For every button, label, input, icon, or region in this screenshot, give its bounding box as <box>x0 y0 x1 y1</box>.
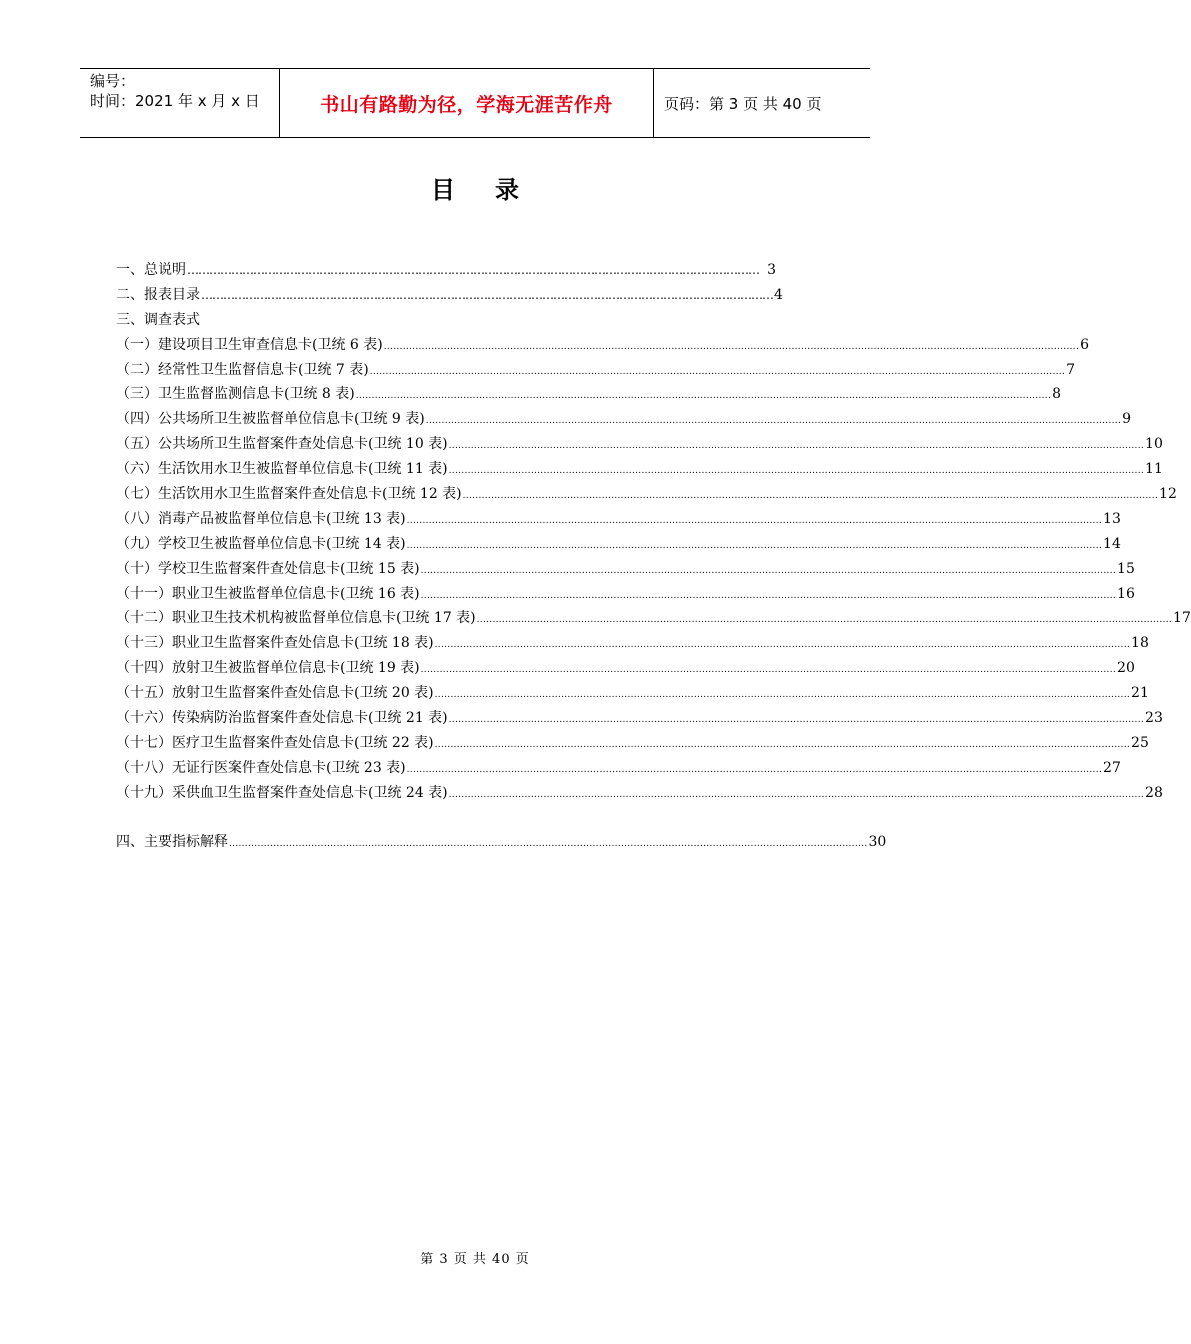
dot-leader: ............................................................................................................................................................................................................................ <box>369 366 1066 377</box>
toc-entry-page: 12 <box>1159 486 1177 503</box>
toc-entry-label: （十八）无证行医案件查处信息卡(卫统 23 表) <box>116 759 406 776</box>
toc-entry[interactable] <box>116 732 1149 757</box>
toc-entry-page: 17 <box>1173 610 1191 627</box>
table-of-contents <box>116 259 1191 856</box>
toc-entry-label: 二、报表目录 <box>116 286 200 303</box>
toc-entry-label: （四）公共场所卫生被监督单位信息卡(卫统 9 表) <box>116 411 425 428</box>
toc-entry-label: （十九）采供血卫生监督案件查处信息卡(卫统 24 表) <box>116 784 448 801</box>
toc-entry-page: 18 <box>1131 635 1149 652</box>
toc-entry[interactable] <box>116 458 1163 483</box>
toc-entry[interactable] <box>116 583 1135 608</box>
toc-entry-page: 20 <box>1117 660 1135 677</box>
document-time-label: 时间：2021 年 x 月 x 日 <box>90 92 260 110</box>
toc-entry-page: 3 <box>767 262 776 278</box>
toc-entry-page: 28 <box>1145 784 1163 801</box>
toc-entry-page: 15 <box>1117 560 1135 577</box>
dot-leader: ............................................................................................................................................................................................................................ <box>420 590 1117 601</box>
toc-form-list <box>116 334 1191 807</box>
toc-entry-label: （七）生活饮用水卫生监督案件查处信息卡(卫统 12 表) <box>116 486 462 503</box>
toc-entry[interactable] <box>116 408 1132 433</box>
page-footer: 第 3 页 共 40 页 <box>420 1252 530 1267</box>
dot-leader: ............................................................................................................................................................................................................................ <box>355 391 1052 402</box>
toc-entry-page: 14 <box>1103 535 1121 552</box>
toc-entry-label: （八）消毒产品被监督单位信息卡(卫统 13 表) <box>116 510 406 527</box>
dot-leader: ............................................................................................................................................................................................................................ <box>448 789 1145 800</box>
dot-leader: ............................................................................................................................................................................................................................ <box>476 615 1173 626</box>
dot-leader: ………………………………………………………………………………………………………………………………………… <box>201 287 773 302</box>
toc-entry-page: 6 <box>1080 336 1090 353</box>
dot-leader: ............................................................................................................................................................................................................................ <box>448 715 1145 726</box>
toc-entry-label: （二）经常性卫生监督信息卡(卫统 7 表) <box>116 361 369 378</box>
document-number-label: 编号： <box>90 72 136 90</box>
toc-entry[interactable] <box>116 757 1121 782</box>
dot-leader: ............................................................................................................................................................................................................................ <box>434 640 1131 651</box>
toc-section-forms <box>116 309 776 334</box>
dot-leader: ............................................................................................................................................................................................................................ <box>406 515 1103 526</box>
header-page-info: 页码：第 3 页 共 40 页 <box>664 94 822 113</box>
toc-entry[interactable] <box>116 682 1149 707</box>
toc-entry-label: （十二）职业卫生技术机构被监督单位信息卡(卫统 17 表) <box>116 610 476 627</box>
toc-entry-page: 9 <box>1122 411 1132 428</box>
dot-leader: ............................................................................................................................................................................................................................ <box>425 416 1122 427</box>
toc-entry[interactable] <box>116 657 1135 682</box>
dot-leader: .......................................................................................................................................................................................................... <box>229 839 868 850</box>
toc-entry[interactable] <box>116 533 1121 558</box>
toc-entry-page: 8 <box>1052 386 1062 403</box>
toc-entry-page: 16 <box>1117 585 1135 602</box>
toc-entry-label: （十六）传染病防治监督案件查处信息卡(卫统 21 表) <box>116 710 448 727</box>
toc-entry-label: （五）公共场所卫生监督案件查处信息卡(卫统 10 表) <box>116 436 448 453</box>
toc-entry-label: （六）生活饮用水卫生被监督单位信息卡(卫统 11 表) <box>116 461 448 478</box>
toc-entry[interactable] <box>116 632 1149 657</box>
toc-entry-label: （一）建设项目卫生审查信息卡(卫统 6 表) <box>116 336 383 353</box>
header-meta <box>80 69 280 137</box>
toc-entry[interactable] <box>116 383 1062 408</box>
toc-entry[interactable] <box>116 433 1163 458</box>
toc-section-label: 三、调查表式 <box>116 311 200 328</box>
toc-entry-page: 21 <box>1131 685 1149 702</box>
dot-leader: ............................................................................................................................................................................................................................ <box>406 540 1103 551</box>
toc-entry-page: 30 <box>868 834 887 851</box>
page-title: 目录 <box>431 176 559 204</box>
toc-entry[interactable] <box>116 359 1076 384</box>
dot-leader: ............................................................................................................................................................................................................................ <box>462 491 1159 502</box>
toc-spacer <box>116 807 776 832</box>
toc-entry-page: 11 <box>1145 461 1163 478</box>
toc-entry[interactable] <box>116 483 1177 508</box>
toc-entry[interactable] <box>116 707 1163 732</box>
toc-entry-label: （十四）放射卫生被监督单位信息卡(卫统 19 表) <box>116 660 420 677</box>
toc-entry-page: 23 <box>1145 710 1163 727</box>
toc-entry-page: 10 <box>1145 436 1163 453</box>
toc-entry[interactable] <box>116 558 1135 583</box>
page-header <box>80 68 870 138</box>
toc-entry-page: 27 <box>1103 759 1121 776</box>
dot-leader: ………………………………………………………………………………………………………………………………………… <box>187 263 759 277</box>
toc-entry[interactable] <box>116 508 1121 533</box>
dot-leader: ............................................................................................................................................................................................................................ <box>406 764 1103 775</box>
toc-entry-label: （十一）职业卫生被监督单位信息卡(卫统 16 表) <box>116 585 420 602</box>
toc-entry[interactable] <box>116 782 1163 807</box>
toc-entry-page: 4 <box>774 286 783 303</box>
toc-entry-page: 7 <box>1066 361 1076 378</box>
toc-entry-label: （十五）放射卫生监督案件查处信息卡(卫统 20 表) <box>116 685 434 702</box>
toc-entry-label: （十三）职业卫生监督案件查处信息卡(卫统 18 表) <box>116 635 434 652</box>
toc-entry-label: （九）学校卫生被监督单位信息卡(卫统 14 表) <box>116 535 406 552</box>
toc-entry-indicators[interactable] <box>116 831 887 856</box>
toc-entry-label: 一、总说明 <box>116 262 186 278</box>
toc-entry-report-list[interactable] <box>116 284 783 309</box>
header-motto: 书山有路勤为径，学海无涯苦作舟 <box>280 69 654 137</box>
dot-leader: ............................................................................................................................................................................................................................ <box>448 441 1145 452</box>
dot-leader: ............................................................................................................................................................................................................................ <box>383 341 1080 352</box>
toc-entry-page: 13 <box>1103 510 1121 527</box>
toc-entry-label: 四、主要指标解释 <box>116 834 228 851</box>
dot-leader: ............................................................................................................................................................................................................................ <box>420 665 1117 676</box>
dot-leader: ............................................................................................................................................................................................................................ <box>448 466 1145 477</box>
dot-leader: ............................................................................................................................................................................................................................ <box>420 565 1117 576</box>
toc-entry-page: 25 <box>1131 734 1149 751</box>
toc-entry-label: （十七）医疗卫生监督案件查处信息卡(卫统 22 表) <box>116 734 434 751</box>
toc-entry[interactable] <box>116 334 1090 359</box>
toc-entry-general[interactable] <box>116 259 776 284</box>
toc-entry-label: （三）卫生监督监测信息卡(卫统 8 表) <box>116 386 355 403</box>
toc-entry[interactable] <box>116 607 1191 632</box>
dot-leader: ............................................................................................................................................................................................................................ <box>434 690 1131 701</box>
dot-leader: ............................................................................................................................................................................................................................ <box>434 739 1131 750</box>
toc-entry-label: （十）学校卫生监督案件查处信息卡(卫统 15 表) <box>116 560 420 577</box>
